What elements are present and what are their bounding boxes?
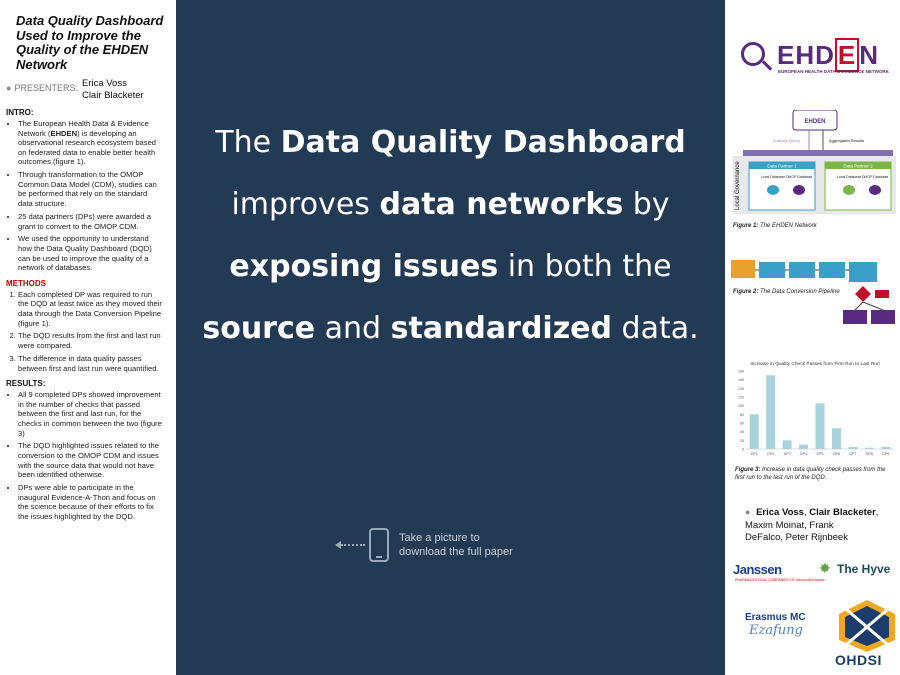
bar — [783, 440, 792, 449]
headline — [176, 112, 725, 360]
headline-text: by — [623, 187, 670, 222]
ohdsi-logo-text: OHDSI — [835, 652, 882, 668]
janssen-logo-subtitle: PHARMACEUTICAL COMPANIES OF Johnson&Johnson — [735, 578, 825, 582]
figure-1-caption — [733, 223, 896, 229]
pipeline-step — [759, 262, 785, 278]
y-tick-label: 180 — [738, 369, 744, 374]
headline-line — [176, 236, 725, 298]
bar — [848, 447, 857, 449]
intro-item: • Through transformation to the OMOP Common Data Model (CDM), studies can be performed that rely on the standard data structure. — [18, 170, 164, 208]
intro-item: • 25 data partners (DPs) were awarded a grant to convert to the OMOP CDM. — [18, 212, 164, 231]
y-tick-label: 80 — [740, 412, 744, 417]
credit-bold: Clair Blacketer — [809, 507, 876, 518]
bar — [832, 428, 841, 449]
hub-label: EHDEN — [804, 119, 826, 125]
pipeline-step — [849, 262, 877, 282]
x-tick-label: DP5 — [816, 452, 824, 456]
methods-item: 3. The difference in data quality passes between first and last run were quantified. — [18, 354, 164, 373]
presenter-names — [82, 78, 144, 102]
figure-3-caption-text: Increase in data quality check passes from the first run to the last run of the DQD. — [735, 467, 886, 481]
pipeline-arrow — [855, 302, 863, 310]
network-bar — [743, 150, 893, 156]
ehden-logo — [741, 40, 891, 80]
center-panel — [176, 0, 725, 675]
y-tick-label: 160 — [738, 378, 744, 383]
person-icon: ● — [6, 83, 12, 93]
presenter-name: Erica Voss — [81, 78, 127, 89]
headline-text: and — [315, 311, 391, 346]
database-icon — [793, 185, 805, 195]
headline-text: The — [215, 125, 281, 160]
figure-2 — [731, 260, 896, 332]
presenters-label-wrap — [6, 83, 78, 93]
figure-3-caption — [735, 466, 893, 482]
phone-icon — [369, 528, 389, 562]
intro-text: The European Health Data & Evidence Network ( — [18, 119, 149, 138]
results-list — [6, 390, 164, 521]
database-icon — [869, 185, 881, 195]
pipeline-step — [789, 262, 815, 278]
presenters-block — [6, 78, 164, 102]
figure-2-caption — [733, 289, 840, 295]
ohdsi-logo-icon — [837, 600, 897, 652]
methods-item: 1. Each completed DP was required to run the DQD at least twice as they moved their data through the Data Conversion Pipeline (figure 1). — [18, 290, 164, 328]
methods-heading: METHODS — [6, 278, 46, 288]
chart-title: Increase in Quality Check Passes from First Run to Last Run — [750, 362, 880, 367]
intro-item — [18, 119, 164, 167]
headline-emphasis: data networks — [379, 187, 624, 222]
headline-text: in both the — [498, 249, 672, 284]
local-db-label: Local Database — [760, 175, 786, 179]
arrow-left-icon — [341, 544, 365, 546]
partner-2-label: Data Partner 2 — [843, 163, 873, 169]
bar — [881, 447, 890, 449]
decision-diamond — [855, 286, 871, 302]
figure-1 — [733, 110, 896, 229]
qr-callout — [341, 528, 513, 562]
headline-emphasis: source — [202, 311, 316, 346]
local-db-label: Local Database — [836, 175, 862, 179]
author-credits — [745, 506, 878, 545]
figure-2-caption-text: The Data Conversion Pipeline — [758, 289, 840, 295]
methods-item: 2. The DQD results from the first and last run were compared. — [18, 331, 164, 350]
headline-line — [176, 174, 725, 236]
partner-2-box — [825, 162, 891, 210]
partner-1-box — [749, 162, 815, 210]
janssen-logo: Janssen — [733, 562, 782, 577]
figure-1-caption-text: The EHDEN Network — [758, 223, 817, 229]
intro-item: • We used the opportunity to understand how the Data Quality Dashboard (DQD) can be used to improve the quality of a network of databases. — [18, 234, 164, 272]
pipeline-source-icon — [731, 260, 755, 278]
headline-text: improves — [231, 187, 380, 222]
database-icon — [843, 185, 855, 195]
headline-line — [176, 298, 725, 360]
pipeline-output — [871, 310, 895, 324]
erasmus-script: Ezafung — [749, 623, 803, 638]
credits-line: DeFalco, Peter Rijnbeek — [745, 532, 848, 543]
intro-list — [6, 119, 164, 273]
partner-1-label: Data Partner 1 — [767, 163, 797, 169]
x-tick-label: DP6 — [832, 452, 840, 456]
x-tick-label: DP1 — [750, 452, 758, 456]
results-item: • The DQD highlighted issues related to the conversion to the OMOP CDM and issues with the source data that would not have been identified otherwise. — [18, 441, 164, 479]
headline-line — [176, 112, 725, 174]
figure-1-label: Figure 1: — [733, 223, 759, 229]
qr-line: download the full paper — [399, 546, 513, 558]
bar — [766, 375, 775, 449]
figure-3 — [732, 362, 898, 462]
erasmus-logo: Erasmus MC — [745, 612, 806, 623]
x-tick-label: DP9 — [882, 452, 890, 456]
headline-emphasis: Data Quality Dashboard — [280, 125, 686, 160]
pipeline-step — [819, 262, 845, 278]
qr-text — [399, 531, 513, 559]
ehden-logo-subtitle: EUROPEAN HEALTH DATA & EVIDENCE NETWORK — [778, 69, 889, 74]
credits-line: ● Erica Voss, Clair Blacketer, — [745, 507, 879, 518]
bar-chart — [732, 367, 898, 461]
pipeline-arrow — [863, 302, 883, 310]
left-column — [0, 0, 170, 675]
governance-label: Local Governance — [735, 161, 741, 210]
x-tick-label: DP7 — [849, 452, 857, 456]
hyve-logo: The Hyve — [837, 562, 891, 576]
bar — [865, 448, 874, 449]
credit-bold: Erica Voss — [756, 507, 804, 518]
methods-list — [6, 290, 164, 373]
ehden-logo-text: EHD E N — [777, 40, 880, 70]
headline-emphasis: exposing issues — [229, 249, 499, 284]
x-tick-label: DP3 — [783, 452, 791, 456]
bar — [815, 404, 824, 450]
y-tick-label: 40 — [740, 430, 744, 435]
pipeline-end — [875, 290, 889, 298]
person-icon: ● — [745, 507, 751, 517]
pipeline-output — [843, 310, 867, 324]
analysis-query-label: Analysis Query — [773, 138, 800, 143]
hyve-star-icon: ✸ — [819, 560, 831, 576]
headline-emphasis: standardized — [390, 311, 612, 346]
figure-3-label: Figure 3: — [735, 467, 761, 473]
intro-text: ) is developing an observational research ecosystem based on federated data to enable better health outcomes (figure 1). — [18, 128, 157, 167]
database-icon — [767, 185, 779, 195]
figure-1-diagram — [733, 110, 896, 218]
credits-line: Maxim Moinat, Frank — [745, 519, 834, 531]
results-item: • DPs were able to participate in the inaugural Evidence-A-Thon and focus on the science because of their efforts to fix the issues highlighted by the DQD. — [18, 483, 164, 521]
poster-title: Data Quality Dashboard Used to Improve the Quality of the EHDEN Network — [16, 13, 164, 72]
right-column — [729, 0, 900, 675]
results-item: • All 9 completed DPs showed improvement in the number of checks that passed between the first and last run, for the checks in common between the two (figure 3) — [18, 390, 164, 438]
y-tick-label: 60 — [740, 421, 744, 426]
x-tick-label: DP8 — [865, 452, 873, 456]
y-tick-label: 140 — [738, 386, 744, 391]
y-tick-label: 100 — [738, 404, 744, 409]
results-heading: RESULTS: — [6, 379, 46, 389]
omop-db-label: OMOP Database — [861, 175, 889, 179]
y-tick-label: 20 — [740, 438, 744, 443]
y-tick-label: 120 — [738, 395, 744, 400]
magnifier-handle — [762, 60, 773, 71]
presenters-label: PRESENTERS: — [14, 83, 78, 93]
omop-db-label: OMOP Database — [785, 175, 813, 179]
intro-heading: INTRO: — [6, 108, 34, 117]
y-tick-label: 0 — [742, 447, 744, 452]
x-tick-label: DP2 — [767, 452, 775, 456]
presenter-name: Clair Blacketer — [81, 90, 144, 101]
qr-line: Take a picture to — [399, 532, 480, 544]
x-tick-label: DP4 — [800, 452, 808, 456]
aggregated-results-label: Aggregated Results — [829, 138, 865, 143]
figure-2-label: Figure 2: — [733, 289, 759, 295]
sponsor-logos — [729, 552, 900, 588]
headline-text: data. — [611, 311, 699, 346]
bar — [750, 414, 759, 449]
intro-bold: EHDEN — [50, 128, 78, 138]
bar — [799, 445, 808, 449]
